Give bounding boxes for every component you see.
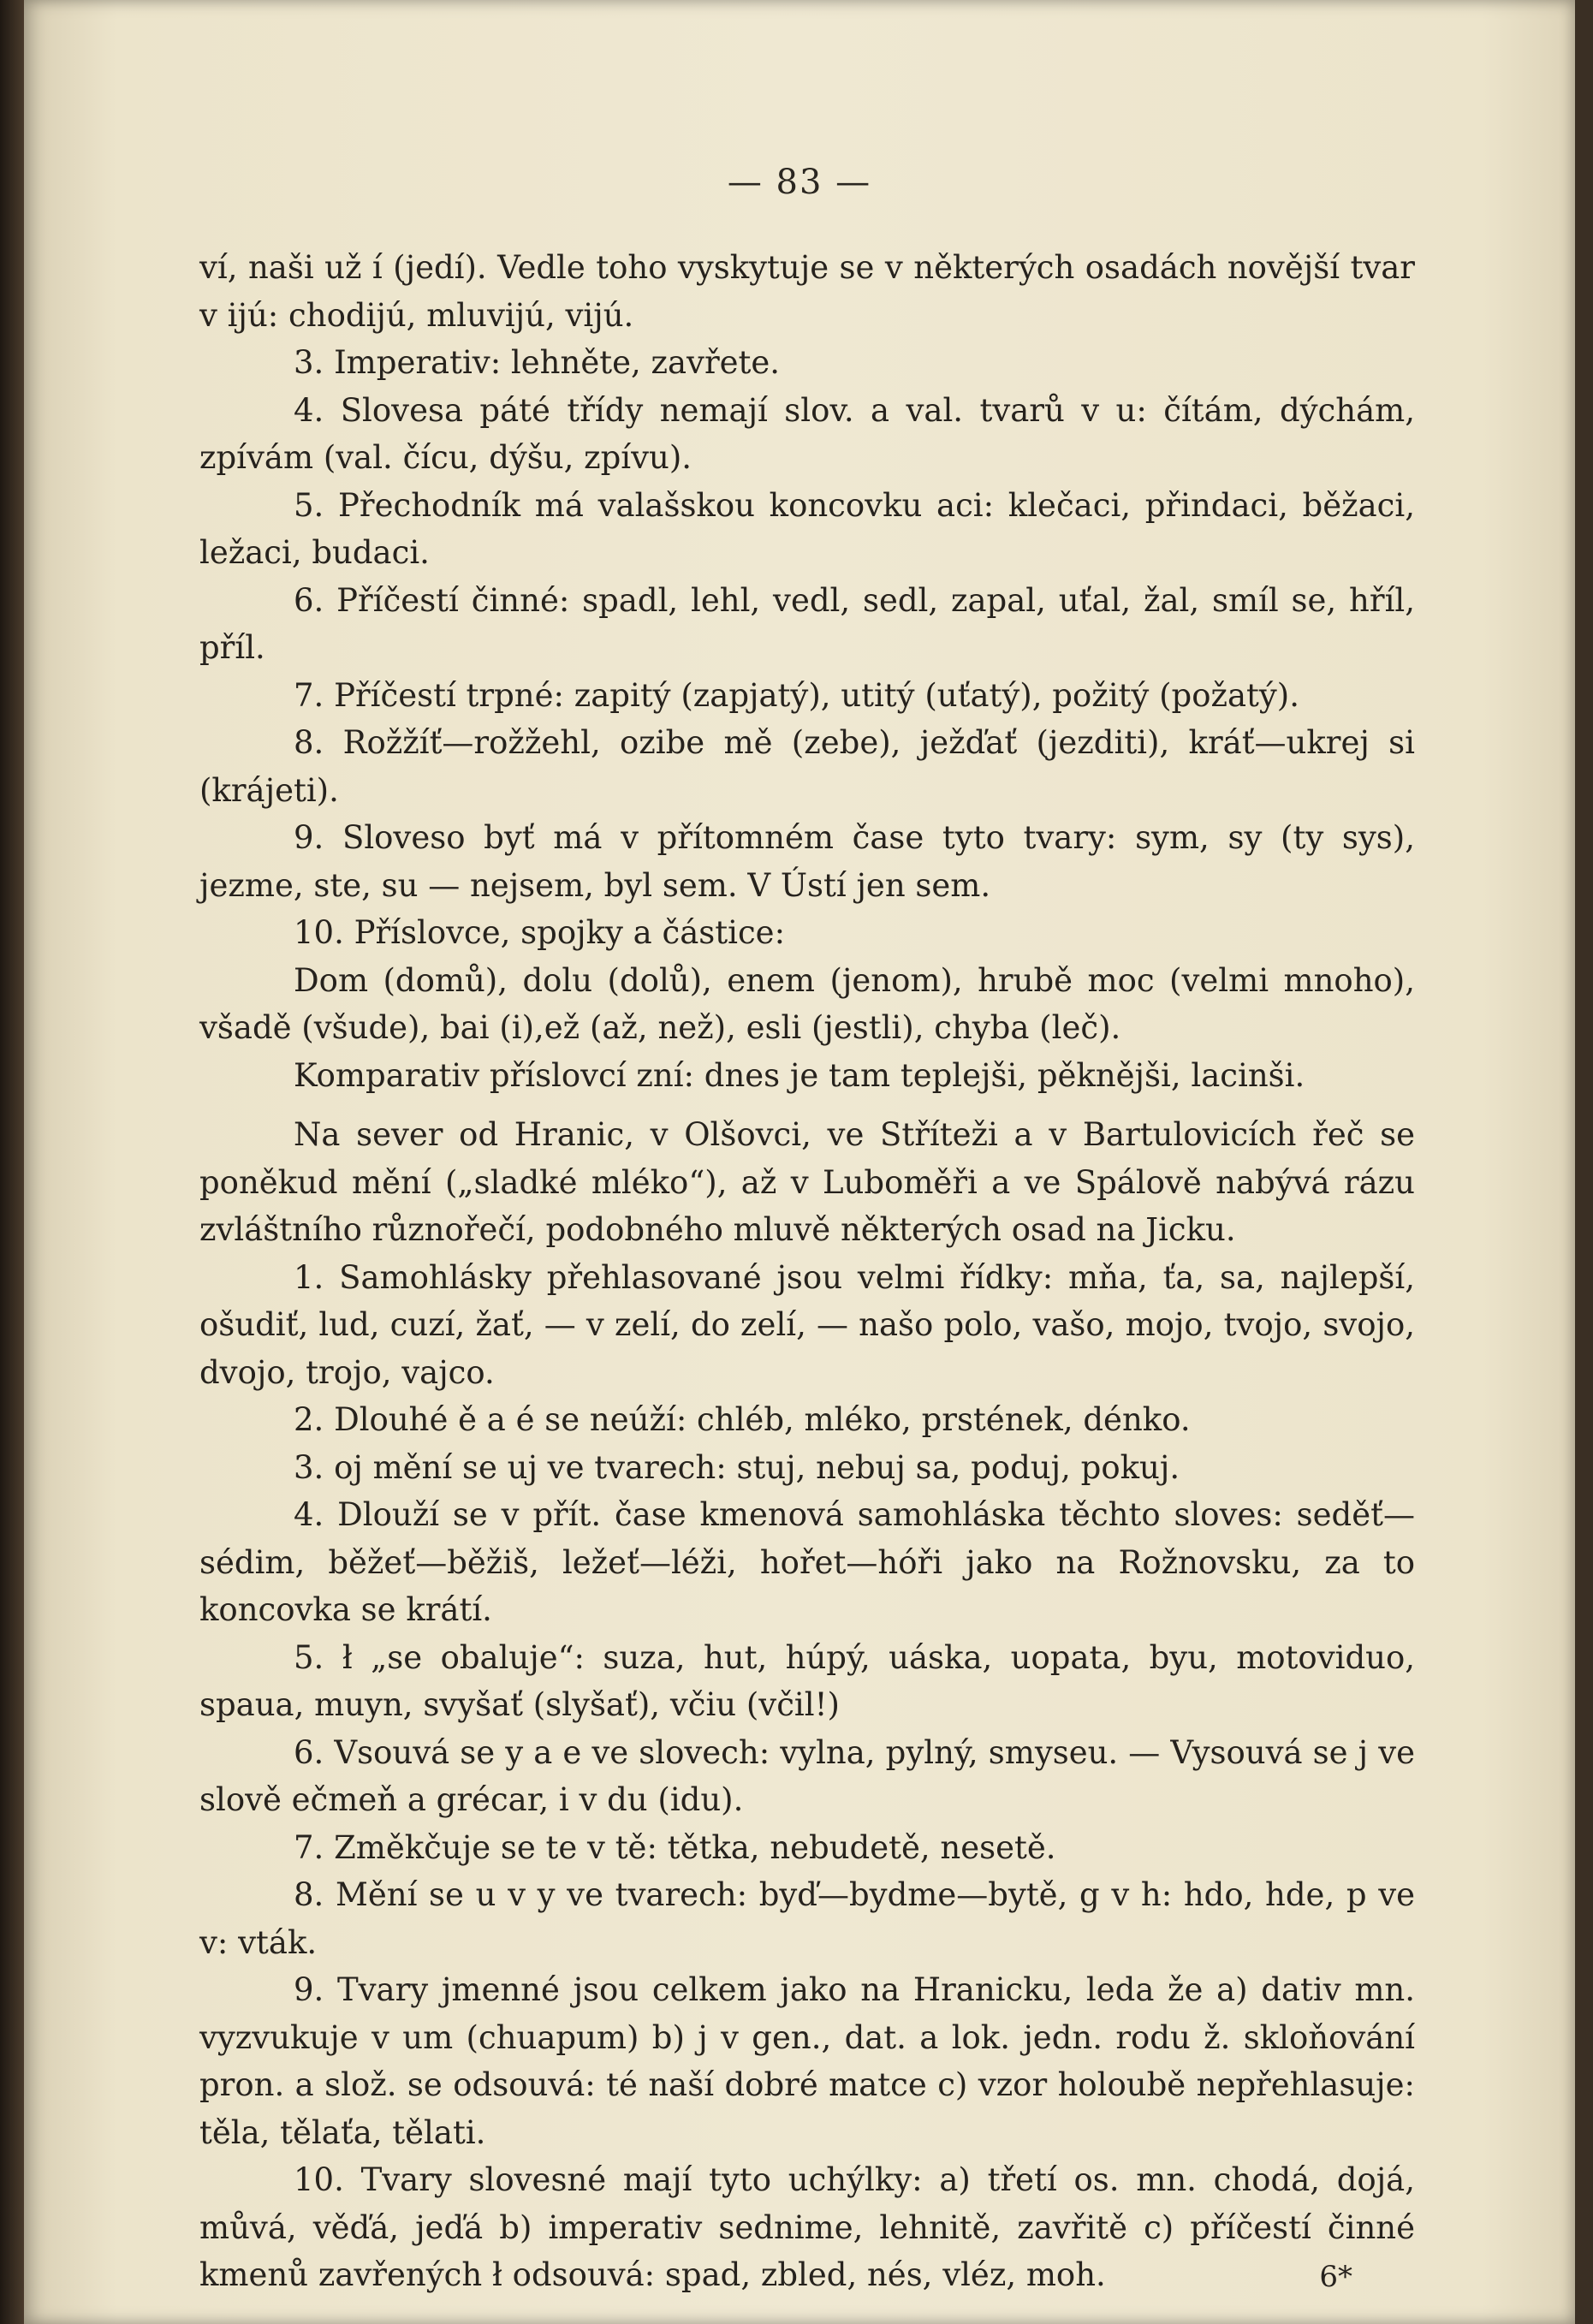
paragraph: 3. Imperativ: lehněte, zavřete.	[294, 344, 781, 381]
page-number: — 83 —	[727, 163, 872, 202]
paragraph: Dom (domů), dolu (dolů), enem (jenom), hrubě moc (velmi mnoho), všadě (všude), bai (i),ež (až, než), esli (jestli), chyba (leč).	[199, 961, 1415, 1046]
paragraph: 5. ł „se obaluje“: suza, hut, húpý, uáska, uopata, byu, motoviduo, spaua, muyn, svyšať (slyšať), včiu (včil!)	[199, 1638, 1415, 1723]
paragraph: 1. Samohlásky přehlasované jsou velmi řídky: mňa, ťa, sa, najlepší, ošudiť, lud, cuzí, žať, — v zelí, do zelí, — našo polo, vašo, mojo, tvojo, svojo, dvojo, trojo, vajco.	[199, 1258, 1415, 1391]
paragraph: Komparativ příslovcí zní: dnes je tam teplejši, pěknějši, lacinši.	[294, 1056, 1305, 1094]
paragraph: 8. Rožžíť—rožžehl, ozibe mě (zebe), ježďať (jezditi), kráť—ukrej si (krájeti).	[199, 724, 1415, 809]
paragraph: 2. Dlouhé ě a é se neúží: chléb, mléko, prstének, dénko.	[294, 1401, 1191, 1438]
paragraph: Na sever od Hranic, v Olšovci, ve Stříteži a v Bartulovicích řeč se poněkud mění („sladké mléko“), až v Luboměři a ve Spálově nabývá rázu zvláštního různořečí, podobného mluvě některých osad na Jicku.	[199, 1116, 1415, 1248]
paragraph: 10. Tvary slovesné mají tyto uchýlky: a) třetí os. mn. chodá, dojá, můvá, věďá, jeďá b) imperativ sednime, lehnitě, zavřitě c) příčestí činné kmenů zavřených ł odsouvá: spad, zbled, nés, vléz, moh.	[199, 2161, 1415, 2293]
paragraph: 6. Vsouvá se y a e ve slovech: vylna, pylný, smyseu. — Vysouvá se j ve slově ečmeň a grécar, i v du (idu).	[199, 1733, 1415, 1818]
paragraph: 3. oj mění se uj ve tvarech: stuj, nebuj sa, poduj, pokuj.	[294, 1448, 1180, 1486]
paragraph: 9. Sloveso byť má v přítomném čase tyto tvary: sym, sy (ty sys), jezme, ste, su — nejsem, byl sem. V Ústí jen sem.	[199, 819, 1415, 904]
paragraph: 10. Příslovce, spojky a částice:	[294, 914, 786, 951]
paragraph: 6. Příčestí činné: spadl, lehl, vedl, sedl, zapal, uťal, žal, smíl se, hříl, příl.	[199, 581, 1415, 666]
paragraph: ví, naši už í (jedí). Vedle toho vyskytuje se v některých osadách novější tvar v ijú: chodijú, mluvijú, vijú.	[199, 249, 1415, 334]
paragraph: 9. Tvary jmenné jsou celkem jako na Hranicku, leda že a) dativ mn. vyzvukuje v um (chuapum) b) j v gen., dat. a lok. jedn. rodu ž. skloňování pron. a slož. se odsouvá: té naší dobré matce c) vzor holoubě nepřehlasuje: těla, tělaťa, tělati.	[199, 1971, 1415, 2151]
paragraph: 4. Slovesa páté třídy nemají slov. a val. tvarů v u: čítám, dýchám, zpívám (val. čícu, dýšu, zpívu).	[199, 391, 1415, 476]
paragraph: 5. Přechodník má valašskou koncovku aci: klečaci, přindaci, běžaci, ležaci, budaci.	[199, 486, 1415, 571]
section-gap	[199, 1099, 1415, 1111]
body-text	[199, 244, 1415, 2299]
paragraph: 8. Mění se u v y ve tvarech: byď—bydme—bytě, g v h: hdo, hde, p ve v: vták.	[199, 1876, 1415, 1961]
scanned-page	[24, 0, 1575, 2324]
book-binding	[0, 0, 24, 2324]
paragraph: 7. Změkčuje se te v tě: tětka, nebudetě, nesetě.	[294, 1828, 1056, 1866]
paragraph: 7. Příčestí trpné: zapitý (zapjatý), utitý (uťatý), požitý (požatý).	[294, 676, 1300, 714]
signature-mark: 6*	[1319, 2260, 1352, 2294]
paragraph: 4. Dlouží se v přít. čase kmenová samohláska těchto sloves: seděť—sédim, běžeť—běžiš, ležeť—léži, hořet—hóři jako na Rožnovsku, za to koncovka se krátí.	[199, 1496, 1415, 1628]
